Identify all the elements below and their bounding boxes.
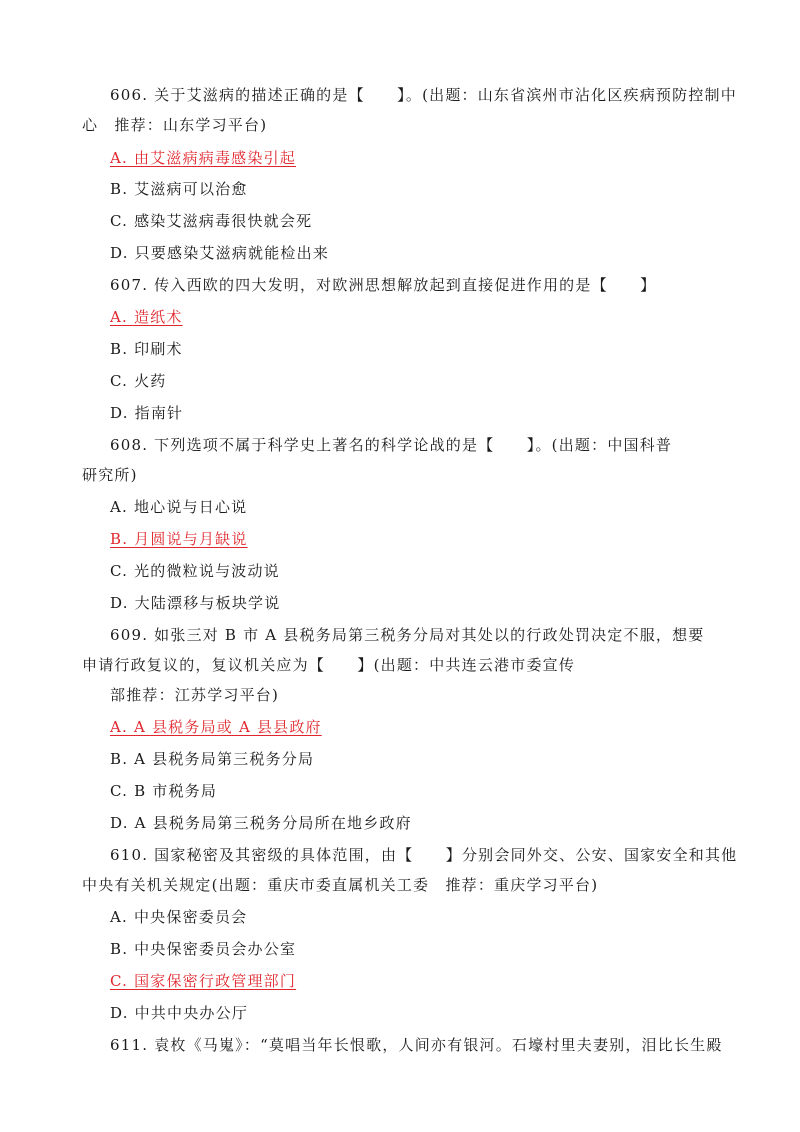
question-606-option-b: B. 艾滋病可以治愈 [110,180,248,198]
question-611-text: 611. 袁枚《马嵬》：“莫唱当年长恨歌，人间亦有银河。石壕村里夫妻别，泪比长生殿 [110,1036,723,1054]
question-609-option-b: B. A 县税务局第三税务分局 [110,750,315,768]
question-610-text: 610. 国家秘密及其密级的具体范围，由【 】分别会同外交、公安、国家安全和其他 [110,846,738,864]
question-608-option-a: A. 地心说与日心说 [110,498,248,516]
question-608-option-c: C. 光的微粒说与波动说 [110,562,280,580]
question-610-option-d: D. 中共中央办公厅 [110,1004,249,1022]
question-608-text: 608. 下列选项不属于科学史上著名的科学论战的是【 】。(出题：中国科普 [110,436,673,454]
question-607-option-c: C. 火药 [110,372,167,390]
question-609-text-cont: 申请行政复议的，复议机关应为【 】(出题：中共连云港市委宣传 [82,656,576,674]
question-609-text: 609. 如张三对 B 市 A 县税务局第三税务分局对其处以的行政处罚决定不服，想要 [110,626,705,644]
question-608-option-d: D. 大陆漂移与板块学说 [110,594,281,612]
question-609-text-cont2: 部推荐：江苏学习平台) [110,686,280,704]
question-607-text: 607. 传入西欧的四大发明，对欧洲思想解放起到直接促进作用的是【 】 [110,276,657,294]
question-610-text-cont: 中央有关机关规定(出题：重庆市委直属机关工委 推荐：重庆学习平台) [82,876,599,894]
question-606-text-cont: 心 推荐：山东学习平台) [82,116,268,134]
question-608-text-cont: 研究所) [82,466,138,484]
question-608-option-b: B. 月圆说与月缺说 [110,530,248,548]
question-606-text: 606. 关于艾滋病的描述正确的是【 】。(出题：山东省滨州市沾化区疾病预防控制中 [110,86,737,104]
question-609-option-d: D. A 县税务局第三税务分局所在地乡政府 [110,814,412,832]
question-610-option-a: A. 中央保密委员会 [110,908,248,926]
question-609-option-c: C. B 市税务局 [110,782,218,800]
question-606-option-a: A. 由艾滋病病毒感染引起 [110,149,296,167]
question-607-option-d: D. 指南针 [110,404,184,422]
question-607-option-b: B. 印刷术 [110,340,183,358]
question-609-option-a: A. A 县税务局或 A 县县政府 [110,718,322,736]
question-606-option-d: D. 只要感染艾滋病就能检出来 [110,244,330,262]
question-606-option-c: C. 感染艾滋病毒很快就会死 [110,212,313,230]
question-610-option-c: C. 国家保密行政管理部门 [110,972,297,990]
question-610-option-b: B. 中央保密委员会办公室 [110,940,297,958]
question-607-option-a: A. 造纸术 [110,308,183,326]
